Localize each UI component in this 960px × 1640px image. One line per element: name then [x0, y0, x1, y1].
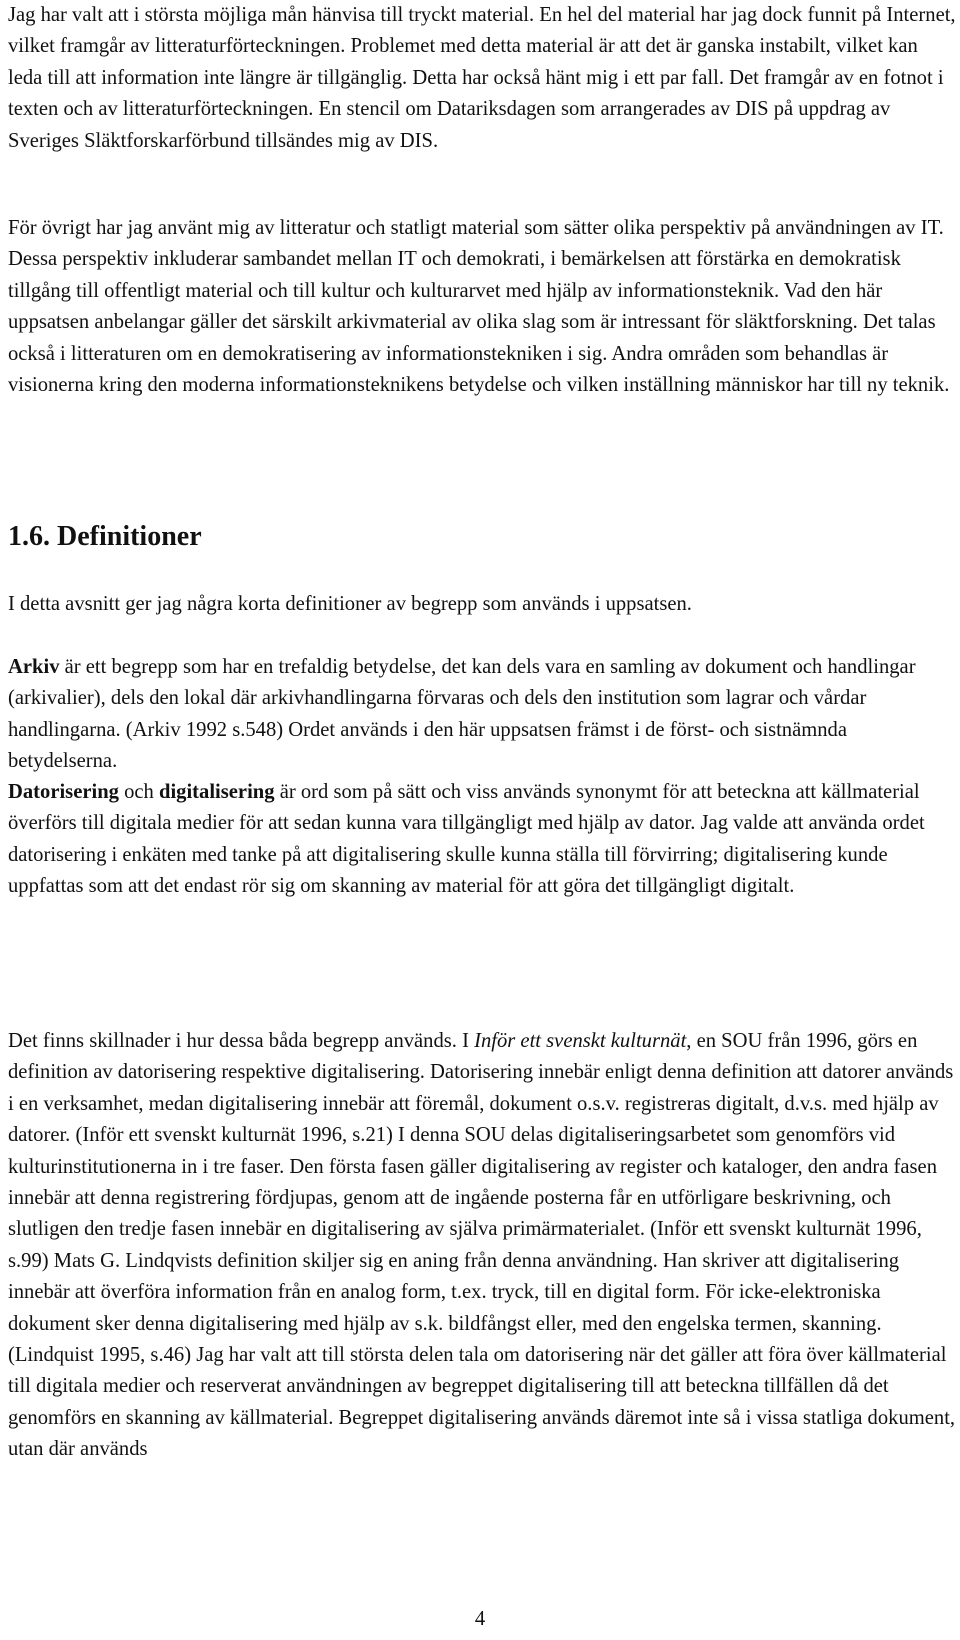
paragraph-definitions-intro: I detta avsnitt ger jag några korta definitioner av begrepp som används i uppsatsen. — [8, 593, 692, 615]
page-number: 4 — [474, 1608, 486, 1630]
paragraph-differences — [8, 1026, 956, 1466]
arkiv-definition-text: är ett begrepp som har en trefaldig betydelse, det kan dels vara en samling av dokument och handlingar (arkivalier), dels den lokal där arkivhandlingarna förvaras och dels den institution som lagrar och vårdar handlingarna. (Arkiv 1992 s.548) Ordet används i den här uppsatsen främst i de först- och sistnämnda betydelserna. — [8, 656, 916, 773]
term-datorisering: Datorisering — [8, 781, 119, 803]
paragraph-datorisering — [8, 777, 956, 903]
differences-intro-text: Det finns skillnader i hur dessa båda begrepp används. I — [8, 1030, 475, 1052]
paragraph-sources: Jag har valt att i största möjliga mån hänvisa till tryckt material. En hel del material har jag dock funnit på Internet, vilket framgår av litteraturförteckningen. Problemet med detta material är att det är ganska instabilt, vilket kan leda till att information inte längre är tillgänglig. Detta har också hänt mig i ett par fall. Det framgår av en fotnot i texten och av litteraturförteckningen. En stencil om Datariksdagen som arrangerades av DIS på uppdrag av Sveriges Släktforskarförbund tillsändes mig av DIS. — [8, 4, 956, 152]
paragraph-arkiv — [8, 652, 956, 778]
paragraph-literature: För övrigt har jag använt mig av litteratur och statligt material som sätter olika perspektiv på användningen av IT. Dessa perspektiv inkluderar sambandet mellan IT och demokrati, i bemärkelsen att förstärka en demokratisk tillgång till offentligt material och till kultur och kulturarvet med hjälp av informationsteknik. Vad den här uppsatsen anbelangar gäller det särskilt arkivmaterial av olika slag som är intressant för släktforskning. Det talas också i litteraturen om en demokratisering av informationstekniken i sig. Andra områden som behandlas är visionerna kring den moderna informationsteknikens betydelse och vilken inställning människor har till ny teknik. — [8, 217, 950, 397]
datorisering-definition-text: är ord som på sätt och viss används synonymt för att beteckna att källmaterial överförs till digitala medier för att sedan kunna vara tillgängligt med hjälp av dator. Jag valde att använda ordet datorisering i enkäten med tanke på att digitalisering skulle kunna ställa till förvirring; digitalisering kunde uppfattas som att det endast rör sig om skanning av material för att göra det tillgängligt digitalt. — [8, 781, 925, 898]
connector-text: och — [118, 781, 159, 803]
term-digitalisering: digitalisering — [158, 781, 275, 803]
differences-body-text: , en SOU från 1996, görs en definition av datorisering respektive digitalisering. Datorisering innebär enligt denna definition att datorer används i en verksamhet, medan digitalisering innebär att föremål, dokument o.s.v. registreras digitalt, d.v.s. med hjälp av datorer. (Inför ett svenskt kulturnät 1996, s.21) I denna SOU delas digitaliseringsarbetet som genomförs vid kulturinstitutionerna in i tre faser. Den första fasen gäller digitalisering av register och kataloger, den andra fasen innebär att denna registrering fördjupas, genom att de ingående posterna får en utförligare beskrivning, och slutligen den tredje fasen innebär en digitalisering av själva primärmaterialet. (Inför ett svenskt kulturnät 1996, s.99) Mats G. Lindqvists definition skiljer sig en aning från denna användning. Han skriver att digitalisering innebär att överföra information från en analog form, t.ex. tryck, till en digital form. För icke-elektroniska dokument sker denna digitalisering med hjälp av s.k. bildfångst eller, med den engelska termen, skanning. (Lindquist 1995, s.46) Jag har valt att till största delen tala om datorisering när det gäller att föra över källmaterial till digitala medier och reserverat användningen av begreppet digitalisering till att beteckna tillfällen då det genomförs en skanning av källmaterial. Begreppet digitalisering används däremot inte så i vissa statliga dokument, utan där används — [8, 1030, 956, 1461]
sou-title: Inför ett svenskt kulturnät — [474, 1030, 687, 1052]
term-arkiv: Arkiv — [8, 656, 60, 678]
section-heading-definitioner: 1.6. Definitioner — [8, 521, 202, 552]
